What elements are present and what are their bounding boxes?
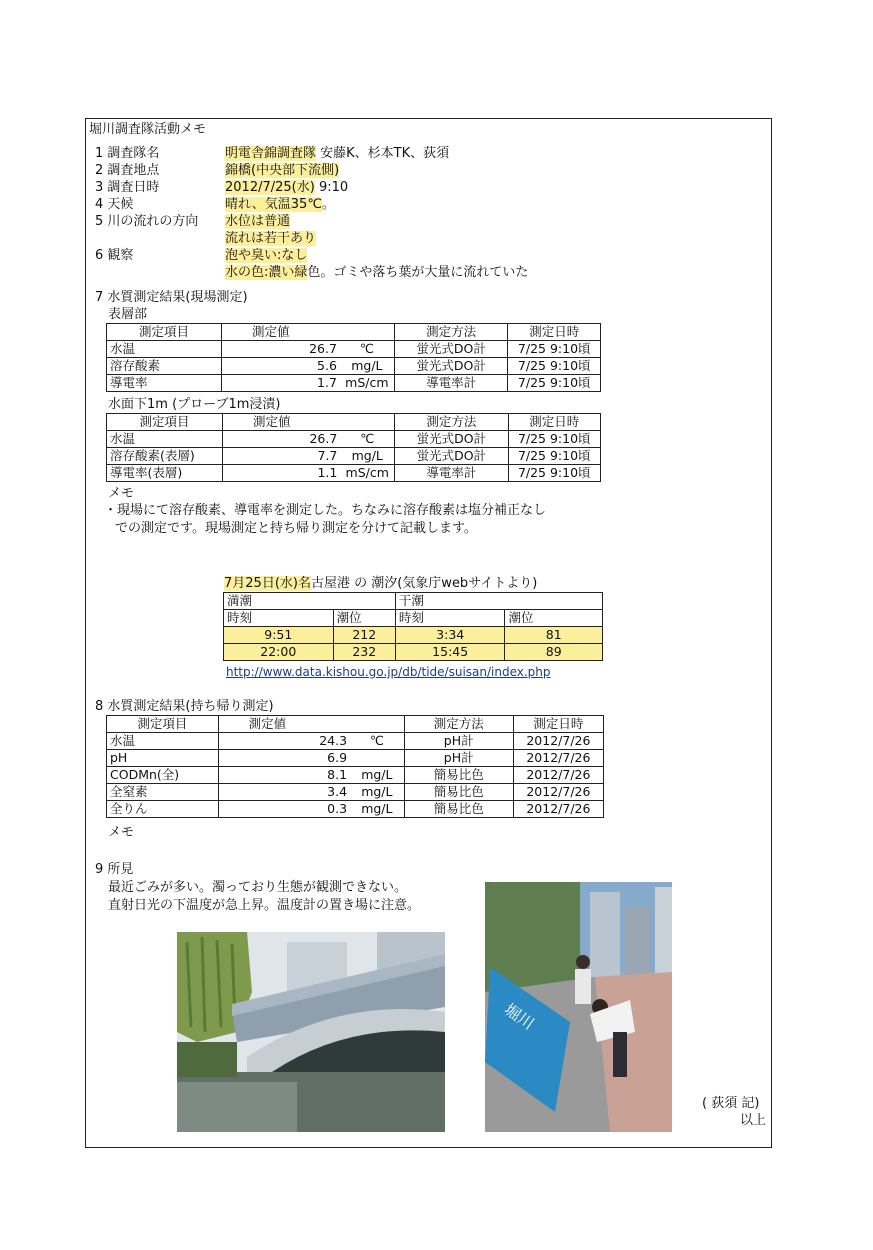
info-number: 6 [95, 248, 108, 263]
cell-method: pH計 [404, 733, 513, 750]
cell-datetime: 7/25 9:10頃 [508, 375, 601, 392]
section8-heading: 8 水質測定結果(持ち帰り測定) [95, 699, 274, 714]
cell-value: 7.7 [222, 448, 340, 465]
info-value-line [225, 213, 290, 230]
tide-time-header: 時刻 [224, 610, 334, 627]
info-label: 川の流れの方向 [107, 214, 199, 229]
cell-datetime: 7/25 9:10頃 [508, 341, 601, 358]
tide-low-label: 干潮 [395, 593, 602, 610]
info-value-line [225, 145, 449, 162]
info-label: 調査日時 [107, 180, 160, 195]
banner-text: 堀川 [500, 999, 538, 1034]
header-datetime: 測定日時 [508, 414, 600, 431]
cell-value: 26.7 [222, 431, 340, 448]
info-number: 2 [95, 163, 108, 178]
cell-method: 蛍光式DO計 [395, 448, 508, 465]
depth-table [106, 413, 601, 482]
cell-value: 6.9 [218, 750, 350, 767]
lab-row [107, 750, 604, 767]
info-row [95, 213, 198, 230]
section9-heading: 9 所見 [95, 862, 134, 877]
tide-level: 89 [505, 644, 603, 661]
info-value-line [225, 162, 339, 179]
header-item: 測定項目 [107, 324, 222, 341]
cell-value: 3.4 [218, 784, 350, 801]
info-number: 4 [95, 197, 108, 212]
cell-method: 蛍光式DO計 [394, 358, 508, 375]
cell-item: 導電率(表層) [107, 465, 223, 482]
lab-row [107, 784, 604, 801]
tide-time: 22:00 [224, 644, 334, 661]
cell-method: 導電率計 [394, 375, 508, 392]
tide-level: 232 [333, 644, 395, 661]
tide-high-label: 満潮 [224, 593, 396, 610]
info-row [95, 145, 159, 162]
cell-unit [350, 750, 404, 767]
cell-item: 全窒素 [107, 784, 219, 801]
cell-method: 導電率計 [395, 465, 508, 482]
info-label: 天候 [107, 197, 134, 212]
tide-time: 15:45 [395, 644, 505, 661]
table-header-row [107, 414, 601, 431]
cell-method: 蛍光式DO計 [394, 341, 508, 358]
cell-item: 水温 [107, 733, 219, 750]
cell-value: 26.7 [221, 341, 340, 358]
info-value-line [225, 230, 316, 247]
info-row [95, 196, 133, 213]
section7-memo-label: メモ [108, 486, 135, 501]
cell-item: 溶存酸素(表層) [107, 448, 223, 465]
info-value-line [225, 179, 348, 196]
cell-value: 1.1 [222, 465, 340, 482]
cell-value: 24.3 [218, 733, 350, 750]
table-header-row [107, 324, 601, 341]
tide-title: 7月25日(水)名古屋港 の 潮汐(気象庁webサイトより) [224, 576, 538, 591]
lab-row [107, 767, 604, 784]
cell-unit: ℃ [340, 431, 394, 448]
info-value-line [225, 196, 335, 213]
cell-method: 蛍光式DO計 [395, 431, 508, 448]
cell-datetime: 2012/7/26 [513, 801, 603, 818]
info-extra: 。 [321, 197, 335, 212]
header-value: 測定値 [222, 414, 394, 431]
info-number: 3 [95, 180, 108, 195]
cell-value: 1.7 [221, 375, 340, 392]
tide-row [224, 644, 603, 661]
cell-unit: mg/L [340, 448, 394, 465]
info-value: 錦橋(中央部下流側) [225, 163, 340, 178]
info-number: 1 [95, 146, 108, 161]
info-label: 調査隊名 [107, 146, 160, 161]
info-value: 2012/7/25(水) [225, 180, 315, 195]
table-header-row [107, 716, 604, 733]
tide-level-header: 潮位 [505, 610, 603, 627]
info-number: 5 [95, 214, 108, 229]
section7-memo-line1: ・現場にて溶存酸素、導電率を測定した。ちなみに溶存酸素は塩分補正なし [104, 503, 547, 518]
cell-datetime: 2012/7/26 [513, 750, 603, 767]
surface-table [106, 323, 601, 392]
info-extra: 9:10 [314, 180, 349, 195]
info-value: 明電舎錦調査隊 [225, 146, 317, 161]
tide-time: 3:34 [395, 627, 505, 644]
memo-title: 堀川調査隊活動メモ [89, 122, 207, 137]
info-value: 流れは若干あり [225, 231, 317, 246]
depth-row [107, 448, 601, 465]
cell-unit: mg/L [350, 784, 404, 801]
info-value: 泡や臭い:なし [225, 248, 308, 263]
info-value: 水の色:濃い緑 [225, 265, 308, 280]
tide-table [223, 592, 603, 661]
cell-unit: mg/L [350, 767, 404, 784]
bridge-photo [177, 932, 445, 1132]
cell-method: 簡易比色 [404, 801, 513, 818]
info-extra: 安藤K、杉本TK、荻須 [316, 146, 450, 161]
cell-unit: mg/L [340, 358, 394, 375]
lab-table [106, 715, 604, 818]
cell-unit: ℃ [350, 733, 404, 750]
cell-method: 簡易比色 [404, 784, 513, 801]
header-method: 測定方法 [395, 414, 508, 431]
surface-label: 表層部 [108, 307, 148, 322]
depth-label: 水面下1m (プローブ1m浸漬) [108, 397, 281, 412]
lab-row [107, 733, 604, 750]
cell-datetime: 7/25 9:10頃 [508, 431, 600, 448]
section7-heading: 7 水質測定結果(現場測定) [95, 290, 248, 305]
depth-row [107, 431, 601, 448]
field-work-photo [485, 882, 672, 1132]
header-value: 測定値 [218, 716, 404, 733]
info-extra: 色。ゴミや落ち葉が大量に流れていた [307, 265, 529, 280]
cell-datetime: 2012/7/26 [513, 784, 603, 801]
cell-unit: ℃ [340, 341, 394, 358]
info-row [95, 179, 159, 196]
depth-row [107, 465, 601, 482]
cell-item: 水温 [107, 341, 222, 358]
info-value-line [225, 264, 528, 281]
tide-time-header: 時刻 [395, 610, 505, 627]
info-value: 水位は普通 [225, 214, 291, 229]
tide-time: 9:51 [224, 627, 334, 644]
tide-source-link[interactable]: http://www.data.kishou.go.jp/db/tide/suisan/index.php [226, 665, 551, 679]
surface-row [107, 358, 601, 375]
info-label: 観察 [107, 248, 134, 263]
header-datetime: 測定日時 [508, 324, 601, 341]
info-row [95, 247, 133, 264]
cell-datetime: 7/25 9:10頃 [508, 448, 600, 465]
cell-datetime: 2012/7/26 [513, 767, 603, 784]
header-item: 測定項目 [107, 716, 219, 733]
info-value-line [225, 247, 307, 264]
tide-row [224, 627, 603, 644]
cell-item: 水温 [107, 431, 223, 448]
info-row [95, 162, 159, 179]
cell-item: 溶存酸素 [107, 358, 222, 375]
lab-row [107, 801, 604, 818]
tide-level: 81 [505, 627, 603, 644]
cell-datetime: 2012/7/26 [513, 733, 603, 750]
cell-method: 簡易比色 [404, 767, 513, 784]
section8-memo-label: メモ [108, 825, 135, 840]
cell-unit: mg/L [350, 801, 404, 818]
info-value: 晴れ、気温35℃ [225, 197, 322, 212]
info-label: 調査地点 [107, 163, 160, 178]
header-datetime: 測定日時 [513, 716, 603, 733]
cell-item: 導電率 [107, 375, 222, 392]
cell-item: pH [107, 750, 219, 767]
surface-row [107, 375, 601, 392]
header-item: 測定項目 [107, 414, 223, 431]
cell-item: CODMn(全) [107, 767, 219, 784]
findings-line1: 最近ごみが多い。濁っており生態が観測できない。 [108, 880, 408, 895]
surface-row [107, 341, 601, 358]
section7-memo-line2: での測定です。現場測定と持ち帰り測定を分けて記載します。 [115, 521, 477, 536]
cell-datetime: 7/25 9:10頃 [508, 465, 600, 482]
tide-level: 212 [333, 627, 395, 644]
cell-item: 全りん [107, 801, 219, 818]
cell-value: 0.3 [218, 801, 350, 818]
header-method: 測定方法 [404, 716, 513, 733]
findings-line2: 直射日光の下温度が急上昇。温度計の置き場に注意。 [108, 898, 421, 913]
cell-value: 5.6 [221, 358, 340, 375]
author-note: ( 荻須 記) [702, 1096, 760, 1111]
tide-group-row [224, 593, 603, 610]
tide-header-row [224, 610, 603, 627]
cell-value: 8.1 [218, 767, 350, 784]
header-value: 測定値 [221, 324, 394, 341]
header-method: 測定方法 [394, 324, 508, 341]
tide-level-header: 潮位 [333, 610, 395, 627]
cell-method: pH計 [404, 750, 513, 767]
cell-unit: mS/cm [340, 465, 394, 482]
end-mark: 以上 [740, 1113, 767, 1128]
cell-datetime: 7/25 9:10頃 [508, 358, 601, 375]
cell-unit: mS/cm [340, 375, 394, 392]
